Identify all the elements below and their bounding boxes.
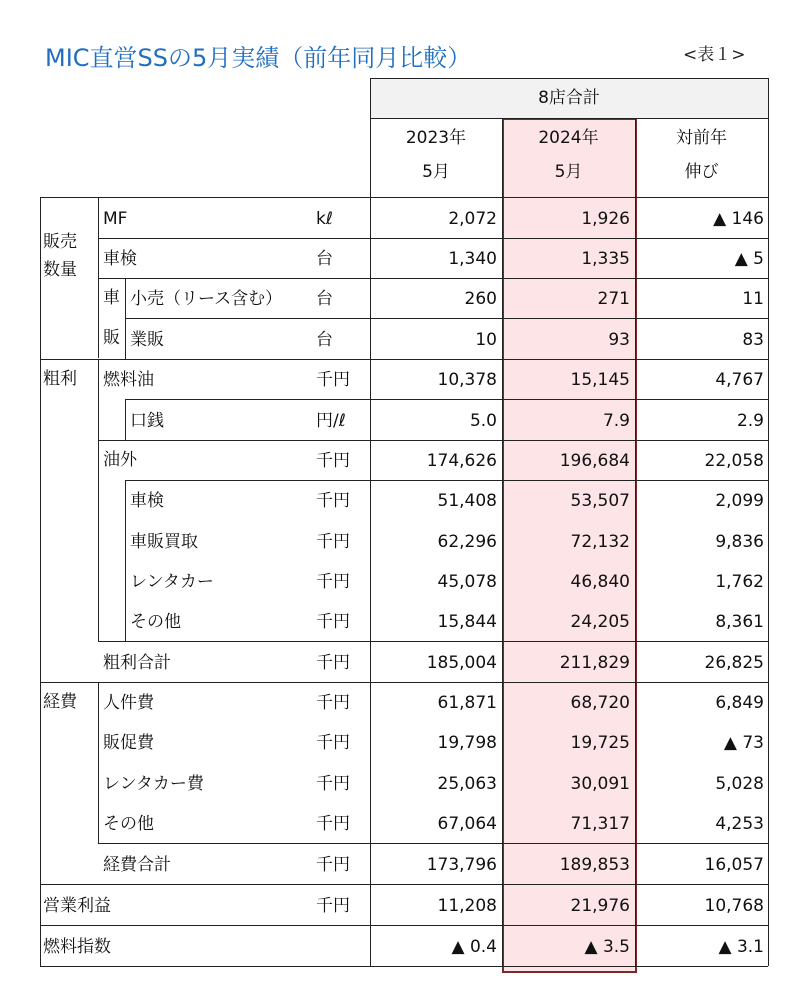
- row-label: 営業利益: [43, 896, 111, 916]
- value-2024: 93: [608, 330, 630, 350]
- section-outside-oil: 油外: [103, 450, 137, 470]
- value-2024: 53,507: [570, 491, 630, 511]
- section-car-sales-2: 販: [103, 328, 120, 348]
- row-unit: 千円: [316, 693, 350, 713]
- row-label: 燃料油: [103, 370, 154, 390]
- value-2024: 1,926: [581, 209, 630, 229]
- value-diff: 16,057: [704, 855, 764, 875]
- value-2023: 185,004: [426, 653, 497, 673]
- row-unit: 千円: [316, 451, 350, 471]
- row-unit: 千円: [316, 733, 350, 753]
- header-prev-month: 5月: [422, 162, 450, 182]
- row-label: その他: [130, 612, 181, 632]
- row-label: 車検: [130, 491, 164, 511]
- value-2024: 46,840: [570, 572, 630, 592]
- row-unit: kℓ: [316, 209, 333, 229]
- row-unit: 台: [316, 289, 333, 309]
- value-diff: 1,762: [715, 572, 764, 592]
- row-label: レンタカー費: [103, 774, 204, 794]
- row-label: 粗利合計: [103, 653, 171, 673]
- value-diff: 2.9: [736, 411, 764, 431]
- value-2024: 7.9: [602, 411, 630, 431]
- value-2024: 19,725: [570, 733, 630, 753]
- row-label: 販促費: [103, 733, 154, 753]
- row-label: 口銭: [130, 411, 164, 431]
- page-title: MIC直営SSの5月実績（前年同月比較）: [45, 44, 472, 72]
- value-2023: 174,626: [426, 451, 497, 471]
- value-diff: 5,028: [715, 774, 764, 794]
- value-diff: 22,058: [704, 451, 764, 471]
- row-label: 車検: [103, 249, 137, 269]
- value-2023: 61,871: [437, 693, 497, 713]
- row-unit: 千円: [316, 612, 350, 632]
- value-2024: 1,335: [581, 249, 630, 269]
- value-2023: 11,208: [437, 896, 497, 916]
- value-2023: 260: [464, 289, 497, 309]
- value-2023: 51,408: [437, 491, 497, 511]
- value-2024: 21,976: [570, 896, 630, 916]
- row-label: 業販: [130, 330, 164, 350]
- value-diff: 10,768: [704, 896, 764, 916]
- header-prev-year: 2023年: [405, 128, 467, 148]
- value-2023: ▲ 0.4: [451, 937, 497, 957]
- value-diff: 26,825: [704, 653, 764, 673]
- value-diff: ▲ 5: [734, 249, 764, 269]
- value-2024: 24,205: [570, 612, 630, 632]
- value-diff: ▲ 3.1: [718, 937, 764, 957]
- row-label: その他: [103, 814, 154, 834]
- value-2024: 68,720: [570, 693, 630, 713]
- value-2023: 67,064: [437, 814, 497, 834]
- value-diff: 11: [742, 289, 764, 309]
- header-diff-2: 伸び: [684, 162, 719, 182]
- row-unit: 千円: [316, 532, 350, 552]
- group-header: 8店合計: [538, 88, 600, 108]
- section-expenses: 経費: [43, 692, 77, 712]
- value-2024: 30,091: [570, 774, 630, 794]
- value-diff: 83: [742, 330, 764, 350]
- header-diff-1: 対前年: [676, 128, 727, 148]
- value-2023: 45,078: [437, 572, 497, 592]
- value-diff: 8,361: [715, 612, 764, 632]
- table-number: <表１>: [683, 45, 746, 65]
- row-unit: 台: [316, 249, 333, 269]
- value-diff: 4,253: [715, 814, 764, 834]
- row-label: 車販買取: [130, 532, 198, 552]
- value-2023: 19,798: [437, 733, 497, 753]
- section-car-sales-1: 車: [103, 288, 120, 308]
- value-2023: 10: [475, 330, 497, 350]
- value-diff: 9,836: [715, 532, 764, 552]
- value-2023: 25,063: [437, 774, 497, 794]
- section-gross-profit: 粗利: [43, 369, 77, 389]
- row-unit: 千円: [316, 491, 350, 511]
- header-cur-year: 2024年: [538, 128, 599, 148]
- row-unit: 千円: [316, 572, 350, 592]
- row-unit: 千円: [316, 855, 350, 875]
- value-diff: ▲ 146: [713, 209, 764, 229]
- value-2024: 71,317: [570, 814, 630, 834]
- row-unit: 千円: [316, 896, 350, 916]
- value-2023: 62,296: [437, 532, 497, 552]
- value-2023: 2,072: [448, 209, 497, 229]
- value-2023: 15,844: [437, 612, 497, 632]
- value-diff: 4,767: [715, 370, 764, 390]
- value-2024: 211,829: [559, 653, 630, 673]
- value-2024: 15,145: [570, 370, 630, 390]
- value-2023: 173,796: [426, 855, 497, 875]
- row-unit: 千円: [316, 653, 350, 673]
- row-unit: 台: [316, 330, 333, 350]
- value-diff: ▲ 73: [723, 733, 764, 753]
- value-diff: 6,849: [715, 693, 764, 713]
- section-sales-qty-1: 販売: [43, 232, 77, 252]
- row-unit: 千円: [316, 774, 350, 794]
- value-diff: 2,099: [715, 491, 764, 511]
- row-label: 人件費: [103, 693, 154, 713]
- section-sales-qty-2: 数量: [43, 260, 77, 280]
- row-label: MF: [103, 209, 128, 229]
- value-2024: 189,853: [559, 855, 630, 875]
- value-2023: 10,378: [437, 370, 497, 390]
- value-2024: ▲ 3.5: [584, 937, 630, 957]
- value-2024: 72,132: [570, 532, 630, 552]
- header-cur-month: 5月: [554, 162, 583, 182]
- value-2024: 196,684: [559, 451, 630, 471]
- row-label: 小売（リース含む）: [130, 289, 283, 309]
- row-unit: 円/ℓ: [316, 411, 346, 431]
- row-label: レンタカー: [130, 572, 214, 592]
- value-2023: 1,340: [448, 249, 497, 269]
- row-label: 経費合計: [103, 855, 171, 875]
- row-label: 燃料指数: [43, 937, 111, 957]
- row-unit: 千円: [316, 814, 350, 834]
- row-unit: 千円: [316, 370, 350, 390]
- value-2023: 5.0: [469, 411, 497, 431]
- value-2024: 271: [597, 289, 630, 309]
